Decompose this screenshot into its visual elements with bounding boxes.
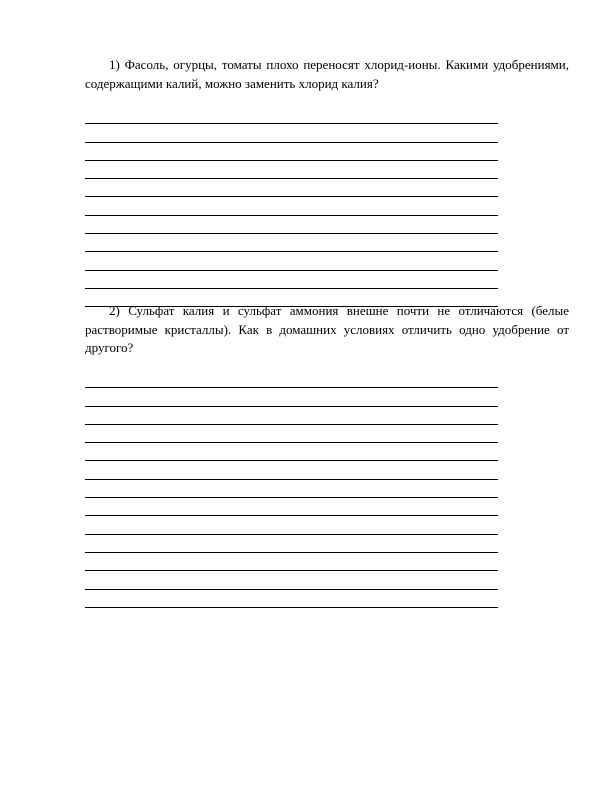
answer-line[interactable] — [85, 370, 498, 388]
answer-line[interactable] — [85, 161, 498, 179]
answer-line[interactable] — [85, 590, 498, 608]
question-1-text: 1) Фасоль, огурцы, томаты плохо переносят хлорид-ионы. Какими удобрениями, содержащими калий, можно заменить хлорид калия? — [85, 57, 569, 91]
answer-line[interactable] — [85, 216, 498, 234]
answer-line[interactable] — [85, 106, 498, 124]
answer-line[interactable] — [85, 516, 498, 534]
answer-line[interactable] — [85, 480, 498, 498]
answer-line[interactable] — [85, 179, 498, 197]
answer-lines-1[interactable] — [85, 106, 498, 307]
answer-line[interactable] — [85, 443, 498, 461]
answer-line[interactable] — [85, 407, 498, 425]
answer-line[interactable] — [85, 388, 498, 406]
question-2-text: 2) Сульфат калия и сульфат аммония внешне почти не отличаются (белые растворимые кристаллы). Как в домашних условиях отличить одно удобрение от другого? — [85, 303, 569, 355]
answer-line[interactable] — [85, 461, 498, 479]
question-1 — [85, 56, 569, 93]
answer-lines-2[interactable] — [85, 370, 498, 608]
question-2 — [85, 302, 569, 358]
answer-line[interactable] — [85, 124, 498, 142]
answer-line[interactable] — [85, 498, 498, 516]
answer-line[interactable] — [85, 234, 498, 252]
answer-line[interactable] — [85, 197, 498, 215]
answer-line[interactable] — [85, 425, 498, 443]
answer-line[interactable] — [85, 271, 498, 289]
answer-line[interactable] — [85, 535, 498, 553]
answer-line[interactable] — [85, 553, 498, 571]
answer-line[interactable] — [85, 571, 498, 589]
answer-line[interactable] — [85, 143, 498, 161]
answer-line[interactable] — [85, 252, 498, 270]
